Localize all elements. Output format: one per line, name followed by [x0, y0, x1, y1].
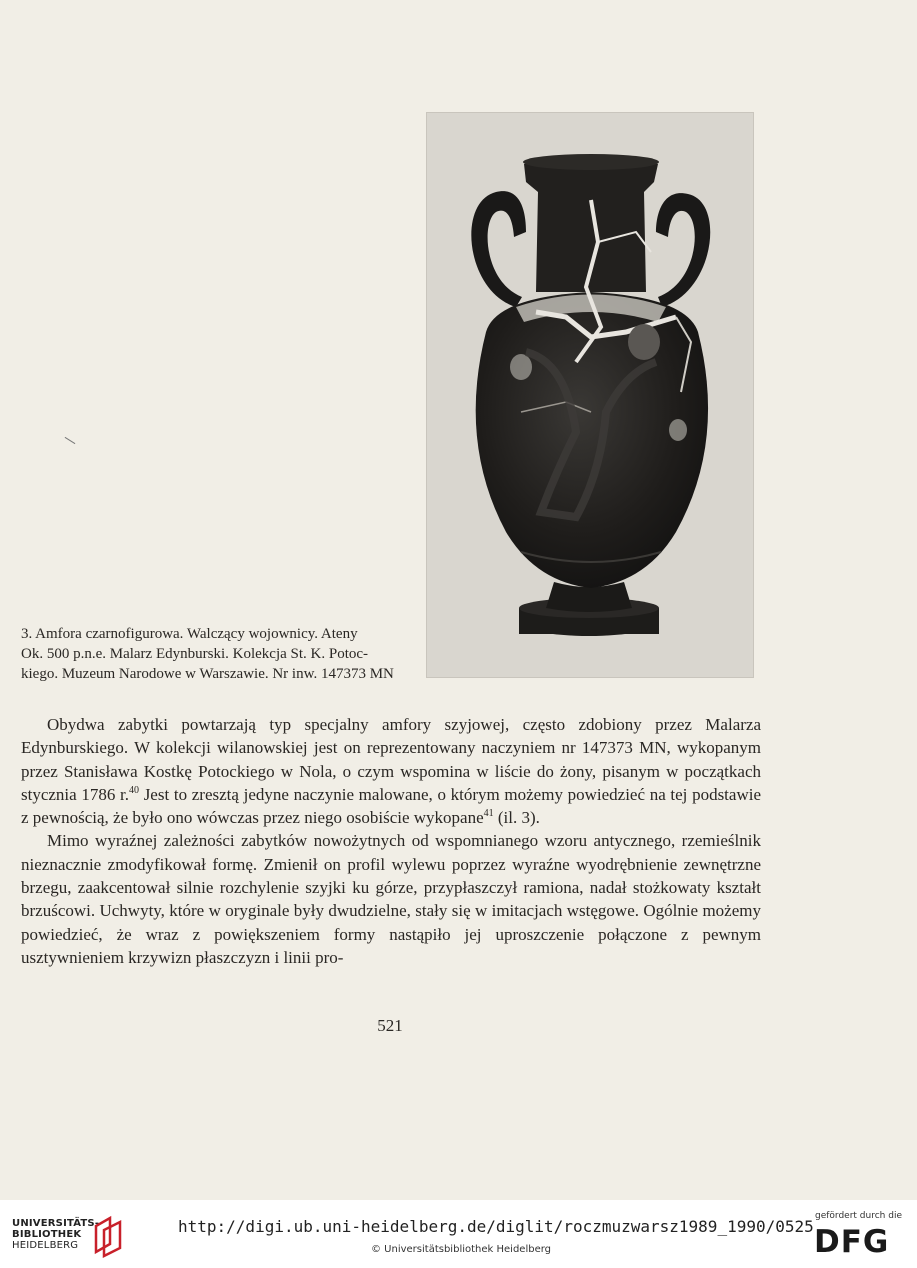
- figure-caption: [21, 624, 413, 684]
- scan-mark: [65, 437, 76, 444]
- footnote-ref-40[interactable]: 40: [129, 784, 140, 796]
- library-logo-icon: [92, 1212, 128, 1258]
- page-number: 521: [377, 1016, 403, 1035]
- footnote-ref-41[interactable]: 41: [483, 808, 494, 820]
- funding-note: gefördert durch die: [815, 1211, 902, 1221]
- paragraph-1: Obydwa zabytki powtarzają typ specjalny amfory szyjowej, często zdobiony przez Malarza Edynburskiego. W kolekcji wilanowskiej jest on reprezentowany naczyniem nr 147373 MN, wykopanym przez Stanisława Kostkę Potockiego w Nola, o czym wspomina w liście do żony, pisanym w początkach stycznia 1786 r.$^{40}$ Jest to zresztą jedyne naczynie malowane, o którym możemy powiedzieć na tej podstawie z pewnością, że było ono wówczas przez niego osobiście wykopane$^{41}$ (il. 3).: [21, 715, 761, 828]
- amphora-photo: [426, 112, 754, 678]
- caption-line: Ok. 500 p.n.e. Malarz Edynburski. Kolekcja St. K. Potoc-: [21, 646, 369, 662]
- library-logo-text[interactable]: UNIVERSITÄTS- BIBLIOTHEK HEIDELBERG: [12, 1218, 100, 1251]
- dfg-logo[interactable]: DFG: [814, 1224, 890, 1260]
- copyright-notice: © Universitätsbibliothek Heidelberg: [371, 1244, 552, 1255]
- page-url-link[interactable]: http://digi.ub.uni-heidelberg.de/diglit/roczmuzwarsz1989_1990/0525: [178, 1217, 814, 1236]
- amphora-illustration: [426, 112, 754, 678]
- body-text: [21, 713, 761, 969]
- viewer-footer: [0, 1200, 917, 1268]
- caption-line: 3. Amfora czarnofigurowa. Walczący wojownicy. Ateny: [21, 626, 358, 642]
- caption-line: kiego. Muzeum Narodowe w Warszawie. Nr inw. 147373 MN: [21, 666, 394, 682]
- paragraph-2: Mimo wyraźnej zależności zabytków nowożytnych od wspomnianego wzoru antycznego, rzemieślnik nieznacznie zmodyfikował formę. Zmienił on profil wylewu poprzez wyraźne wyodrębnienie zewnętrzne brzegu, zaakcentował silnie rozchylenie szyjki ku górze, przypłaszczył ramiona, nadał stożkowaty kształt brzuścowi. Uchwyty, które w oryginale były dwudzielne, stały się w imitacjach wstęgowe. Ogólnie możemy powiedzieć, że wraz z powiększeniem formy nastąpiło jej uproszczenie połączone z pewnym usztywnieniem krzywizn płaszczyzn i linii pro-: [21, 831, 761, 967]
